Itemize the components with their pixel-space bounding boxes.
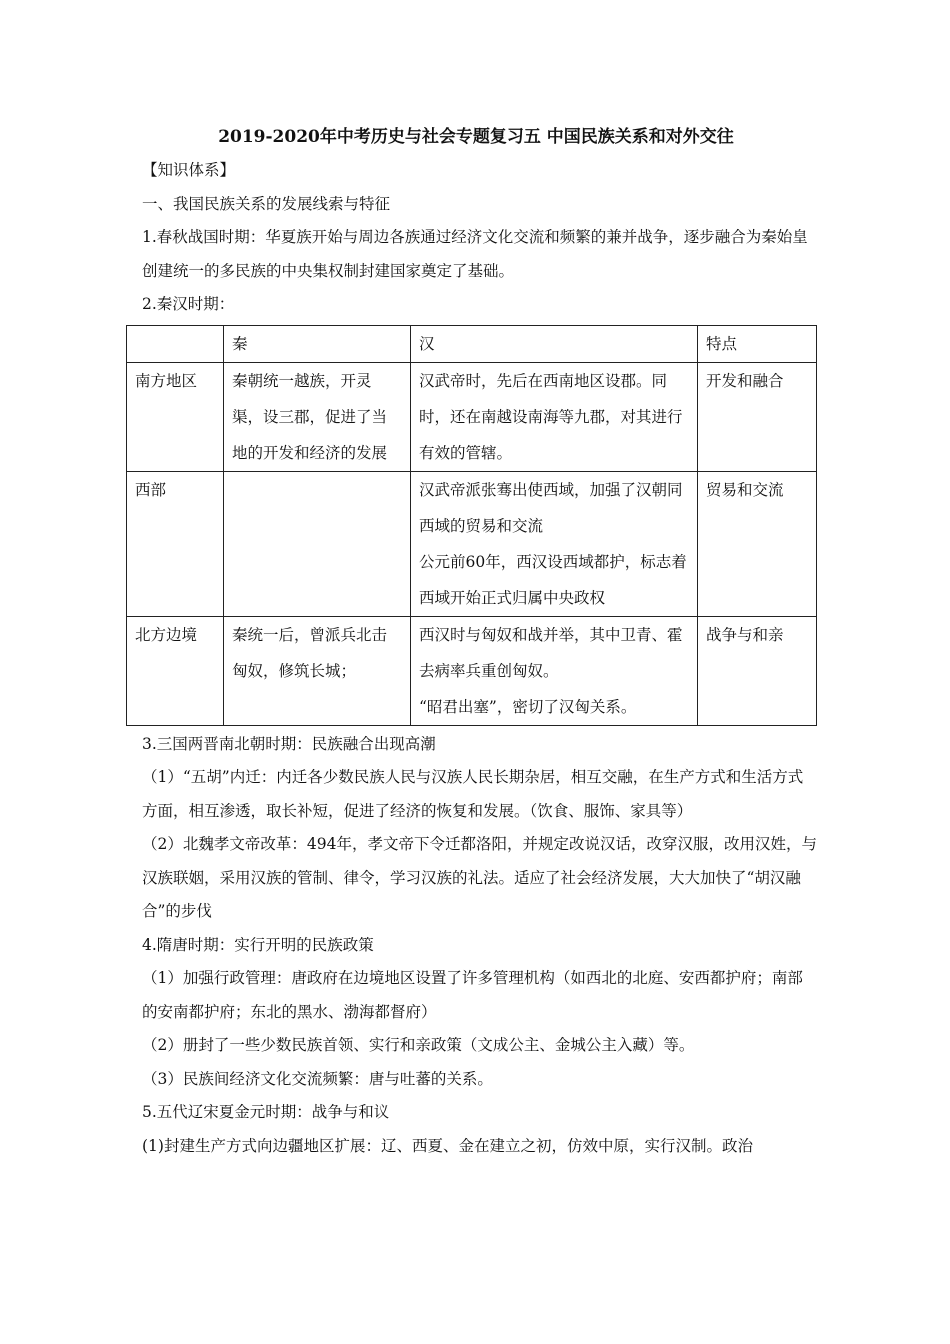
table-header-cell (127, 325, 224, 362)
table-cell-feature: 战争与和亲 (698, 616, 817, 725)
table-cell-feature: 开发和融合 (698, 362, 817, 471)
paragraph-qin-han: 2.秦汉时期： (142, 295, 235, 313)
paragraph-five-hu: （1）“五胡”内迁：内迁各少数民族人民与汉族人民长期杂居，相互交融，在生产方式和生活方式方面，相互渗透，取长补短，促进了经济的恢复和发展。（饮食、服饰、家具等） (142, 768, 804, 820)
table-cell-han (411, 616, 698, 725)
qin-han-table (126, 325, 817, 726)
table-row (127, 362, 817, 471)
table-cell-qin (224, 471, 411, 616)
paragraph-frontier-expansion: (1)封建生产方式向边疆地区扩展：辽、西夏、金在建立之初，仿效中原，实行汉制。政治 (142, 1136, 753, 1155)
table-cell-han-line: 汉武帝派张骞出使西域，加强了汉朝同西域的贸易和交流 (419, 480, 683, 535)
page-title: 2019-2020年中考历史与社会专题复习五 中国民族关系和对外交往 (218, 127, 734, 147)
table-cell-qin: 秦统一后，曾派兵北击匈奴，修筑长城； (224, 616, 411, 725)
table-cell-han-line: 西汉时与匈奴和战并举，其中卫青、霍去病率兵重创匈奴。 (419, 625, 683, 680)
table-cell-qin: 秦朝统一越族，开灵渠，设三郡，促进了当地的开发和经济的发展 (224, 362, 411, 471)
table-header-cell: 秦 (224, 325, 411, 362)
table-header-cell: 特点 (698, 325, 817, 362)
table-cell-han (411, 471, 698, 616)
table-row (127, 616, 817, 725)
section-header: 【知识体系】 (142, 161, 236, 179)
table-cell-feature: 贸易和交流 (698, 471, 817, 616)
table-cell-region: 北方边境 (127, 616, 224, 725)
table-cell-han: 汉武帝时，先后在西南地区设郡。同时，还在南越设南海等九郡，对其进行有效的管辖。 (411, 362, 698, 471)
paragraph-five-dynasties: 5.五代辽宋夏金元时期：战争与和议 (142, 1103, 390, 1121)
paragraph-spring-autumn: 1.春秋战国时期：华夏族开始与周边各族通过经济文化交流和频繁的兼并战争，逐步融合为秦始皇创建统一的多民族的中央集权制封建国家奠定了基础。 (142, 228, 808, 280)
document-page (135, 120, 818, 1163)
paragraph-three-kingdoms: 3.三国两晋南北朝时期：民族融合出现高潮 (142, 734, 436, 753)
table-row (127, 471, 817, 616)
table-cell-region: 南方地区 (127, 362, 224, 471)
table-header-row (127, 325, 817, 362)
paragraph-xiaowen-reform: （2）北魏孝文帝改革：494年，孝文帝下令迁都洛阳，并规定改说汉话，改穿汉服，改用汉姓，与汉族联姻，采用汉族的管制、律令，学习汉族的礼法。适应了社会经济发展，大大加快了“胡汉融合”的步伐 (142, 835, 817, 920)
table-cell-han-line: “昭君出塞”，密切了汉匈关系。 (419, 697, 637, 716)
paragraph-tang-tubo: （3）民族间经济文化交流频繁：唐与吐蕃的关系。 (142, 1069, 493, 1088)
paragraph-sui-tang: 4.隋唐时期：实行开明的民族政策 (142, 935, 374, 954)
table-header-cell: 汉 (411, 325, 698, 362)
paragraph-tang-heqin: （2）册封了一些少数民族首领、实行和亲政策（文成公主、金城公主入藏）等。 (142, 1036, 695, 1054)
heading-ethnic-relations: 一、我国民族关系的发展线索与特征 (142, 194, 391, 213)
paragraph-tang-administration: （1）加强行政管理：唐政府在边境地区设置了许多管理机构（如西北的北庭、安西都护府；南部的安南都护府；东北的黑水、渤海都督府） (142, 969, 803, 1021)
table-cell-han-line: 公元前60年，西汉设西域都护，标志着西域开始正式归属中央政权 (419, 552, 687, 607)
table-cell-region: 西部 (127, 471, 224, 616)
